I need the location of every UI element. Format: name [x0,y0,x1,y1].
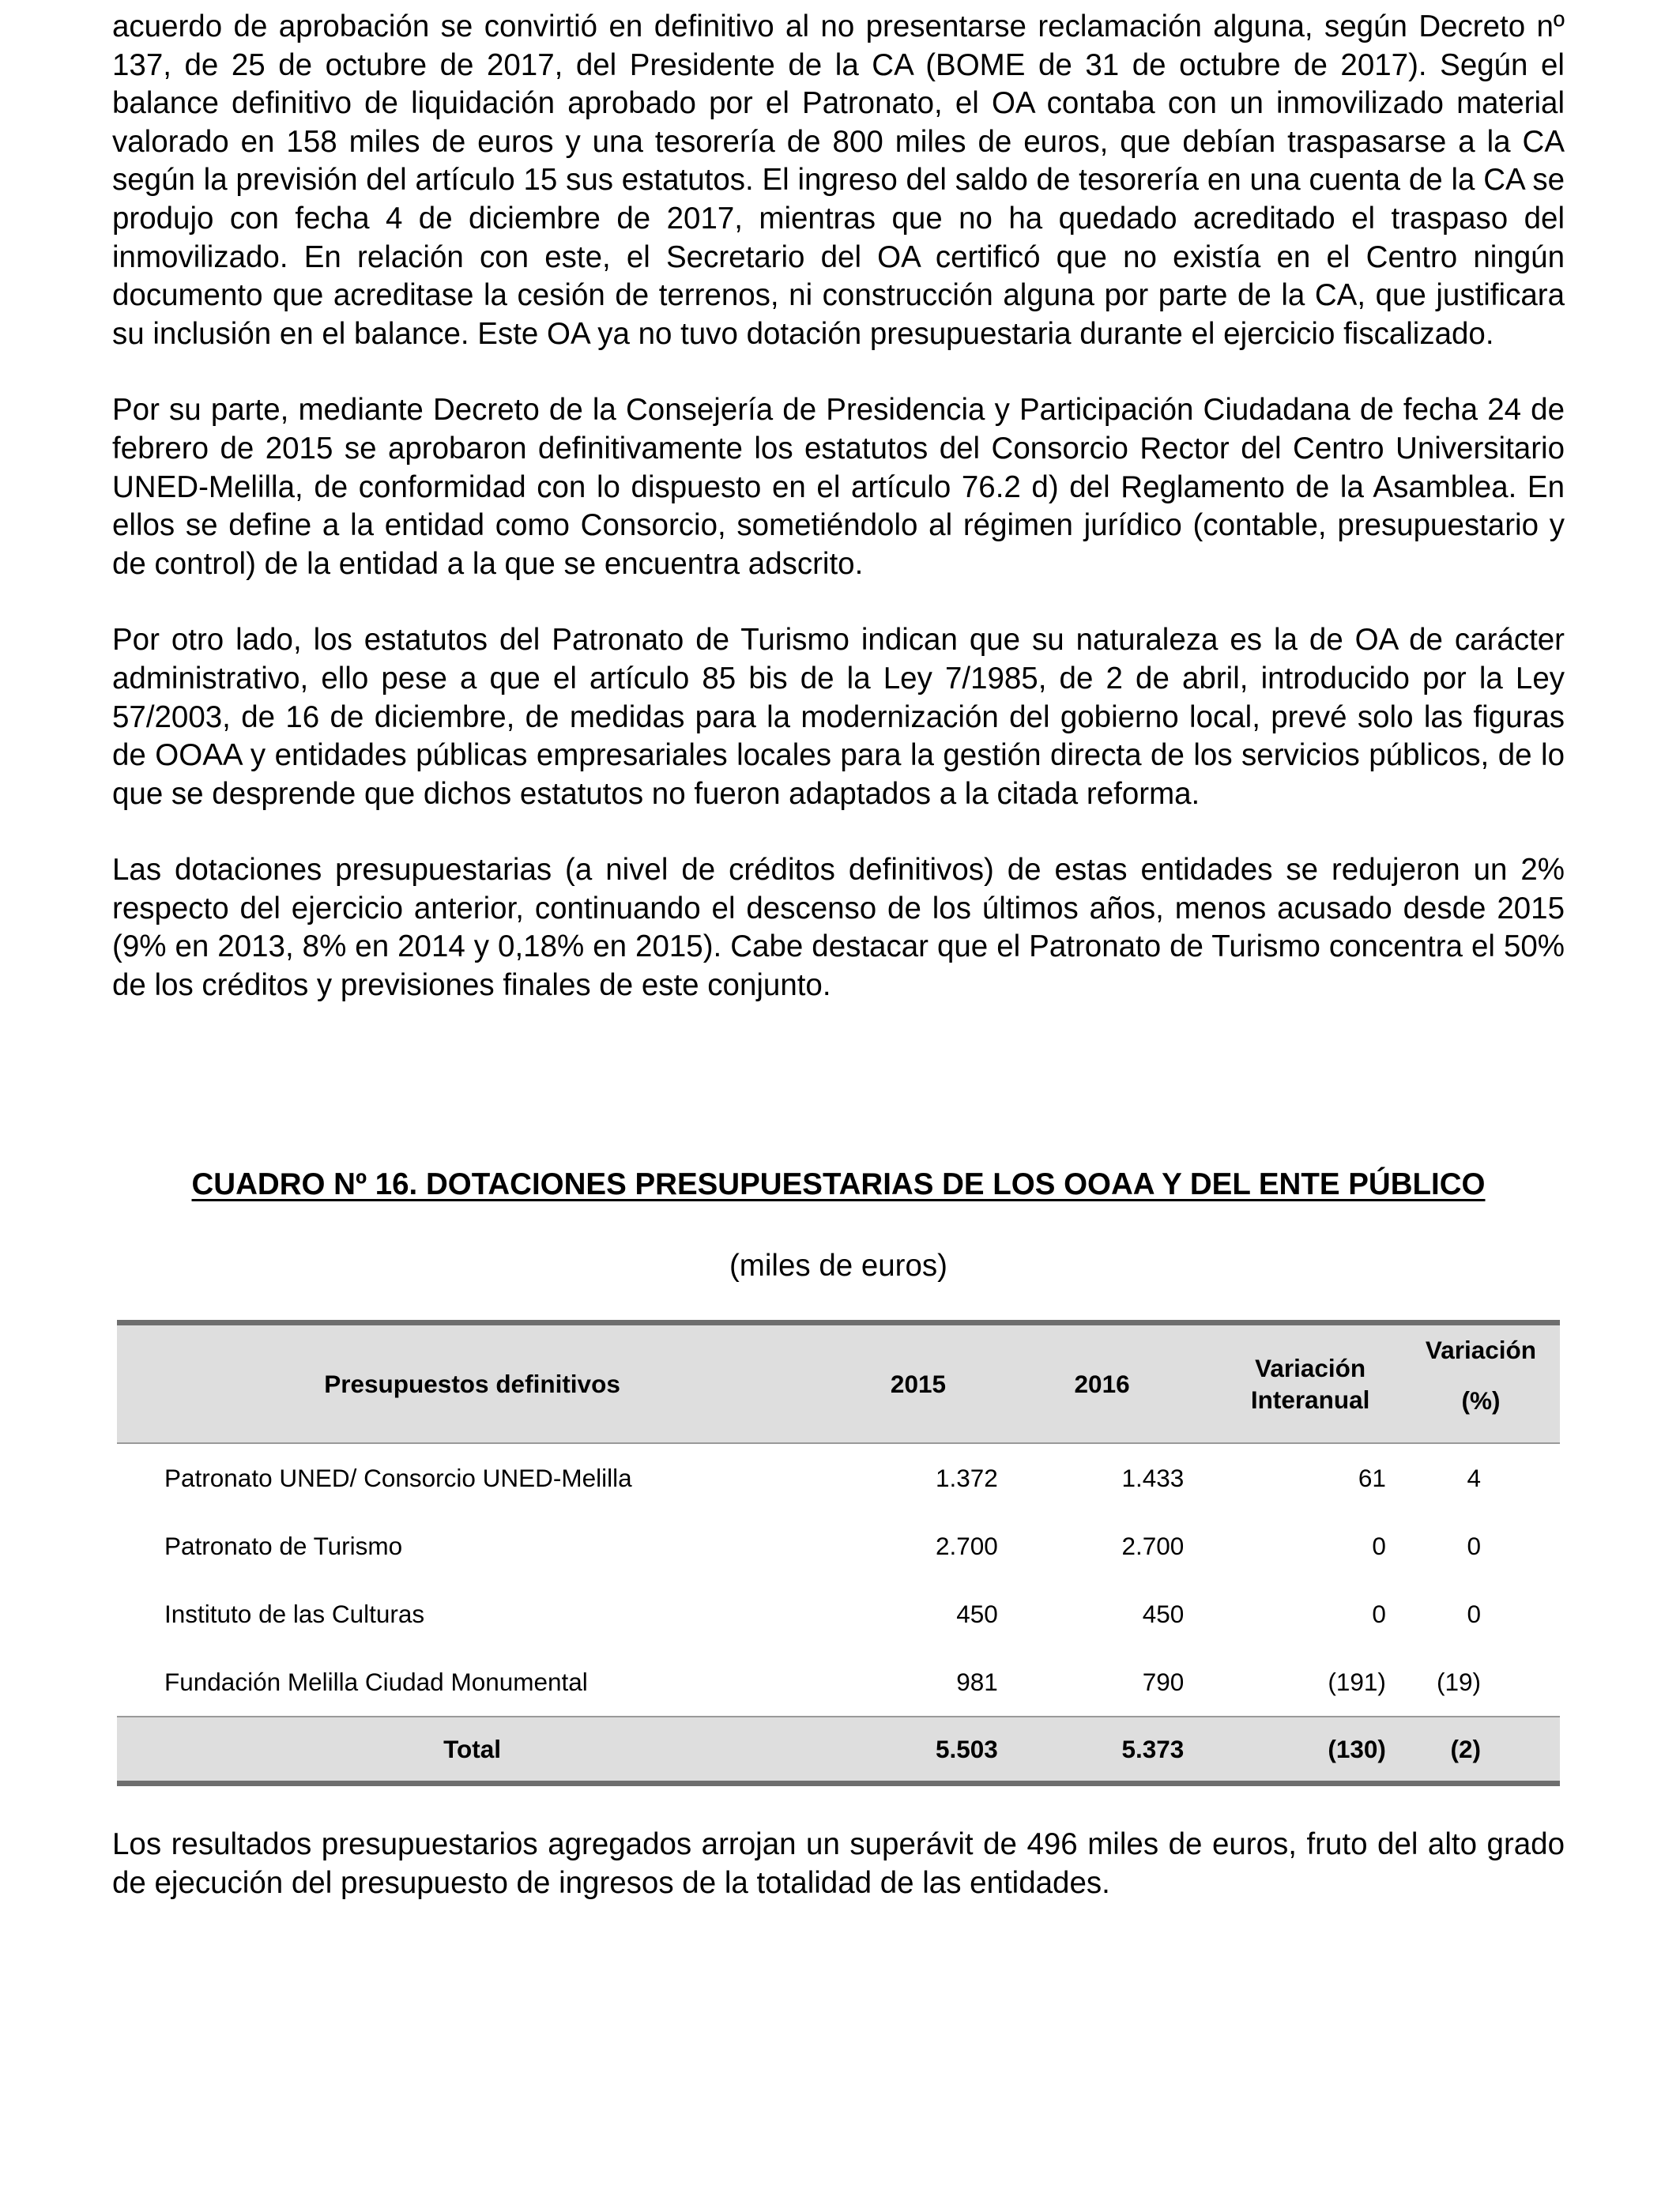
header-variation-line1: Variación [1255,1354,1366,1382]
header-name: Presupuestos definitivos [117,1323,827,1444]
document-page [112,8,1565,1900]
row-name: Patronato UNED/ Consorcio UNED-Melilla [164,1463,632,1492]
row-variation-pct: 0 [1467,1531,1481,1560]
table-row [117,1512,1560,1580]
total-2016: 5.373 [1009,1717,1196,1784]
header-variation-line2: Interanual [1250,1385,1370,1414]
table-subtitle: (miles de euros) [729,1249,947,1283]
row-variation: 0 [1372,1599,1386,1628]
row-2016: 450 [1142,1599,1185,1628]
row-2015: 2.700 [935,1531,998,1560]
table-total-row [117,1717,1560,1784]
table-row [117,1648,1560,1717]
table-header-row [117,1323,1560,1444]
paragraph: Por su parte, mediante Decreto de la Consejería de Presidencia y Participación Ciudadana de fecha 24 de febrero de 2015 se aprobaron definitivamente los estatutos del Consorcio Rector del Centro Universitario UNED-Melilla, de conformidad con lo dispuesto en el artículo 76.2 d) del Reglamento de la Asamblea. En ellos se define a la entidad como Consorcio, sometiéndolo al régimen jurídico (contable, presupuestario y de control) de la entidad a la que se encuentra adscrito. [112,393,1565,581]
paragraph: Las dotaciones presupuestarias (a nivel de créditos definitivos) de estas entidades se redujeron un 2% respecto del ejercicio anterior, continuando el descenso de los últimos años, menos acusado desde 2015 (9% en 2013, 8% en 2014 y 0,18% en 2015). Cabe destacar que el Patronato de Turismo concentra el 50% de los créditos y previsiones finales de este conjunto. [112,853,1565,1003]
budget-table [117,1320,1560,1786]
row-variation: 61 [1358,1463,1386,1492]
table-title [112,1166,1565,1204]
row-2015: 1.372 [935,1463,998,1492]
row-2016: 1.433 [1121,1463,1185,1492]
row-variation-pct: 0 [1467,1599,1481,1628]
paragraph: acuerdo de aprobación se convirtió en definitivo al no presentarse reclamación alguna, según Decreto nº 137, de 25 de octubre de 2017, del Presidente de la CA (BOME de 31 de octubre de 2017). Según el balance definitivo de liquidación aprobado por el Patronato, el OA contaba con un inmovilizado material valorado en 158 miles de euros y una tesorería de 800 miles de euros, que debían traspasarse a la CA según la previsión del artículo 15 sus estatutos. El ingreso del saldo de tesorería en una cuenta de la CA se produjo con fecha 4 de diciembre de 2017, mientras que no ha quedado acreditado el traspaso del inmovilizado. En relación con este, el Secretario del OA certificó que no existía en el Centro ningún documento que acreditase la cesión de terrenos, ni construcción alguna por parte de la CA, que justificara su inclusión en el balance. Este OA ya no tuvo dotación presupuestaria durante el ejercicio fiscalizado. [112,9,1565,351]
header-variation-pct [1426,1323,1560,1444]
table-title-text: CUADRO Nº 16. DOTACIONES PRESUPUESTARIAS DE LOS OOAA Y DEL ENTE PÚBLICO [191,1167,1486,1201]
row-2015: 450 [956,1599,998,1628]
header-pct-line1: Variación [1425,1336,1536,1364]
row-2015: 981 [956,1667,998,1696]
row-name: Fundación Melilla Ciudad Monumental [164,1667,588,1696]
header-2015: 2015 [827,1323,1009,1444]
row-variation-pct: 4 [1467,1463,1481,1492]
row-variation-pct: (19) [1436,1667,1481,1696]
header-2016: 2016 [1009,1323,1196,1444]
header-variation [1195,1323,1426,1444]
table-row [117,1580,1560,1648]
closing-paragraph: Los resultados presupuestarios agregados arrojan un superávit de 496 miles de euros, fruto del alto grado de ejecución del presupuesto de ingresos de la totalidad de las entidades. [112,1827,1565,1900]
row-2016: 790 [1142,1667,1185,1696]
row-name: Instituto de las Culturas [164,1599,425,1628]
total-variation-pct: (2) [1426,1717,1560,1784]
row-name: Patronato de Turismo [164,1531,403,1560]
row-2016: 2.700 [1121,1531,1185,1560]
row-variation: 0 [1372,1531,1386,1560]
header-pct-line2: (%) [1461,1386,1501,1415]
total-variation: (130) [1195,1717,1426,1784]
total-label: Total [117,1717,827,1784]
paragraph: Por otro lado, los estatutos del Patronato de Turismo indican que su naturaleza es la de OA de carácter administrativo, ello pese a que el artículo 85 bis de la Ley 7/1985, de 2 de abril, introducido por la Ley 57/2003, de 16 de diciembre, de medidas para la modernización del gobierno local, prevé solo las figuras de OOAA y entidades públicas empresariales locales para la gestión directa de los servicios públicos, de lo que se desprende que dichos estatutos no fueron adaptados a la citada reforma. [112,623,1565,811]
total-2015: 5.503 [827,1717,1009,1784]
table-row [117,1443,1560,1512]
row-variation: (191) [1328,1667,1386,1696]
